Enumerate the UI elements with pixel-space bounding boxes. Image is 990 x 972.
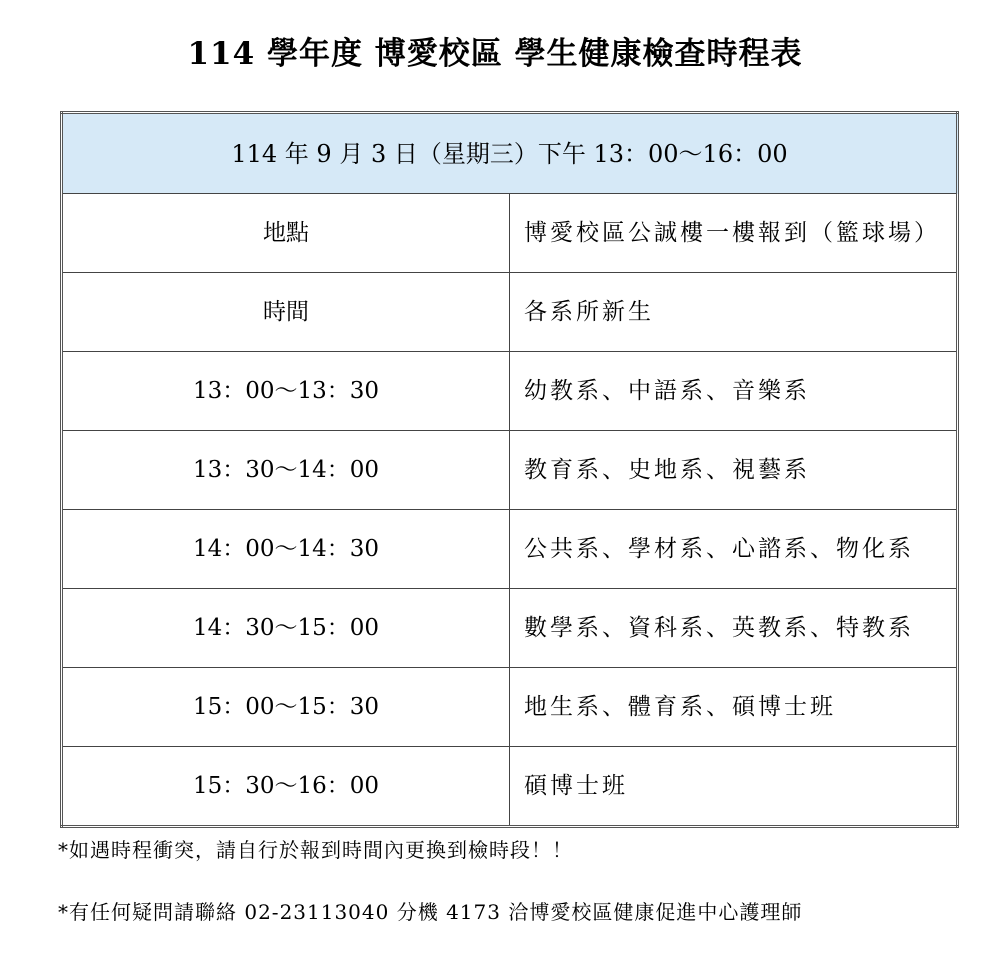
row-value: 博愛校區公誠樓一樓報到（籃球場）	[510, 194, 958, 273]
table-row	[62, 431, 958, 510]
department-list: 數學系、資科系、英教系、特教系	[510, 589, 958, 668]
table-row	[62, 668, 958, 747]
row-label: 地點	[62, 194, 510, 273]
page-title: 114 學年度 博愛校區 學生健康檢查時程表	[187, 36, 803, 72]
time-slot: 14：00～14：30	[62, 510, 510, 589]
department-list: 公共系、學材系、心諮系、物化系	[510, 510, 958, 589]
schedule-table	[60, 111, 959, 828]
row-label: 時間	[62, 273, 510, 352]
table-header-row	[62, 113, 958, 194]
department-list: 地生系、體育系、碩博士班	[510, 668, 958, 747]
department-list: 幼教系、中語系、音樂系	[510, 352, 958, 431]
time-slot: 13：00～13：30	[62, 352, 510, 431]
time-slot: 14：30～15：00	[62, 589, 510, 668]
table-row	[62, 747, 958, 827]
table-row	[62, 273, 958, 352]
note-contact-info: *有任何疑問請聯絡 02-23113040 分機 4173 洽博愛校區健康促進中心護理師	[58, 900, 803, 924]
department-list: 教育系、史地系、視藝系	[510, 431, 958, 510]
table-row	[62, 510, 958, 589]
table-row	[62, 352, 958, 431]
time-slot: 15：00～15：30	[62, 668, 510, 747]
time-slot: 13：30～14：00	[62, 431, 510, 510]
time-slot: 15：30～16：00	[62, 747, 510, 827]
note-schedule-conflict: *如遇時程衝突，請自行於報到時間內更換到檢時段！！	[58, 838, 573, 862]
date-time-header: 114 年 9 月 3 日（星期三）下午 13：00～16：00	[62, 113, 958, 194]
department-list: 碩博士班	[510, 747, 958, 827]
table-row	[62, 589, 958, 668]
row-value: 各系所新生	[510, 273, 958, 352]
table-row	[62, 194, 958, 273]
